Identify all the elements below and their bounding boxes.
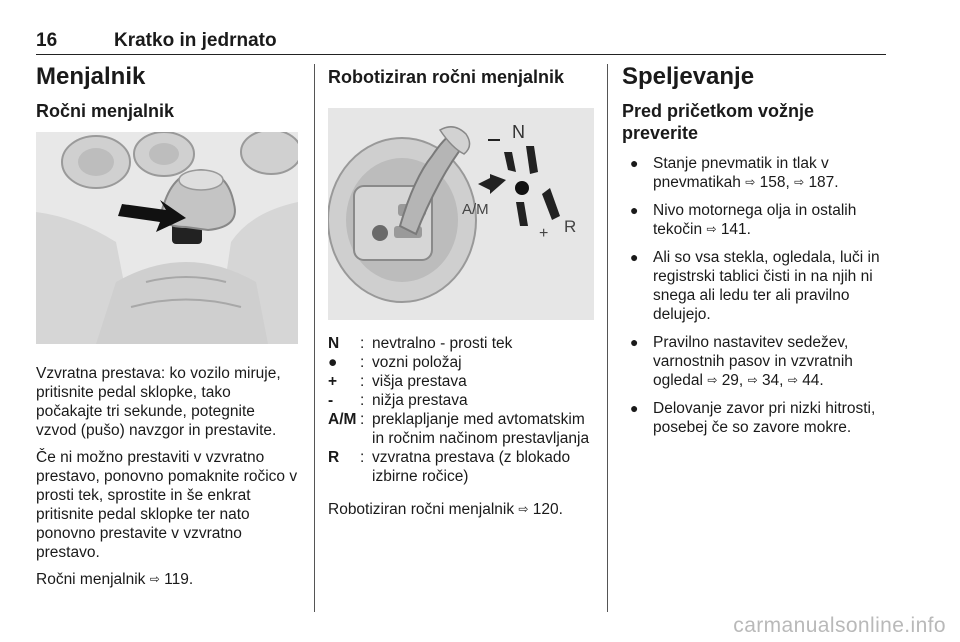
column-divider [314,64,315,612]
page-header [36,30,886,55]
subsection-heading: Ročni menjalnik [36,101,175,121]
list-item: ● Delovanje zavor pri nizki hitrosti, posebej če so zavore mokre. [630,400,876,436]
page-title: Kratko in jedrnato [114,30,277,51]
reverse-gear-retry-instruction: Če ni možno prestaviti v vzvratno prestavo, ponovno pomaknite ročico v prosti tek, sprostite in še enkrat pritisnite pedal sklopke ter nato ponovno prestavite v vzvratno prestavo. [36,449,298,561]
manual-gear-lever-illustration [36,132,298,344]
legend-row: ● : vozni položaj [328,354,462,371]
am-label: A/M [462,201,489,218]
section-heading: Menjalnik [36,63,146,90]
neutral-label: N [512,122,525,142]
legend-row: - : nižja prestava [328,392,468,409]
gear-legend [328,334,594,486]
column-starting-off [622,62,886,446]
list-item: ● Stanje pnevmatik in tlak v pnevmatikah ⇨ 158, ⇨ 187. [630,155,839,191]
arrow-ref-icon: ⇨ [747,373,758,387]
bullet-icon: ● [630,202,639,218]
reverse-label: R [564,217,577,236]
reverse-gear-instruction: Vzvratna prestava: ko vozilo miruje, pritisnite pedal sklopke, tako počakajte tri sekunde, potegnite vzvod (pušo) navzgor in prestavite. [36,365,281,439]
column-divider [607,64,608,612]
column-manual-transmission [36,62,298,597]
arrow-ref-icon: ⇨ [149,572,160,586]
legend-row: A/M : preklapljanje med avtomatskim in ročnim načinom prestavljanja [328,411,590,447]
bullet-icon: ● [630,400,639,416]
list-item: ● Pravilno nastavitev sedežev, varnostnih pasov in vzvratnih ogledal ⇨ 29, ⇨ 34, ⇨ 44. [630,334,853,389]
arrow-ref-icon: ⇨ [745,175,756,189]
page-number: 16 [36,30,58,51]
list-item: ● Nivo motornega olja in ostalih tekočin ⇨ 141. [630,202,857,238]
pre-drive-checklist [622,154,886,437]
legend-row: N : nevtralno - prosti tek [328,335,513,352]
arrow-ref-icon: ⇨ [707,373,718,387]
bullet-icon: ● [630,334,639,350]
column-automated-transmission [328,62,594,527]
legend-row: R : vzvratna prestava (z blokado izbirne ročice) [328,449,571,485]
plus-label: + [539,225,549,242]
section-heading: Robotiziran ročni menjalnik [328,67,565,87]
arrow-ref-icon: ⇨ [518,502,529,516]
watermark: carmanualsonline.info [733,614,946,637]
legend-row: + : višja prestava [328,373,467,390]
subsection-heading: Pred pričetkom vožnje preverite [622,101,815,143]
arrow-ref-icon: ⇨ [706,222,717,236]
arrow-ref-icon: ⇨ [794,175,805,189]
cross-reference: Ročni menjalnik ⇨ 119. [36,571,194,588]
cross-reference: Robotiziran ročni menjalnik ⇨ 120. [328,501,563,518]
bullet-icon: ● [630,249,639,265]
bullet-icon: ● [630,155,639,171]
arrow-ref-icon: ⇨ [787,373,798,387]
automated-gear-lever-illustration [328,108,594,320]
section-heading: Speljevanje [622,63,755,90]
list-item: ● Ali so vsa stekla, ogledala, luči in registrski tablici čisti in na njih ni snega ali ledu ter ali pravilno delujejo. [630,249,880,323]
